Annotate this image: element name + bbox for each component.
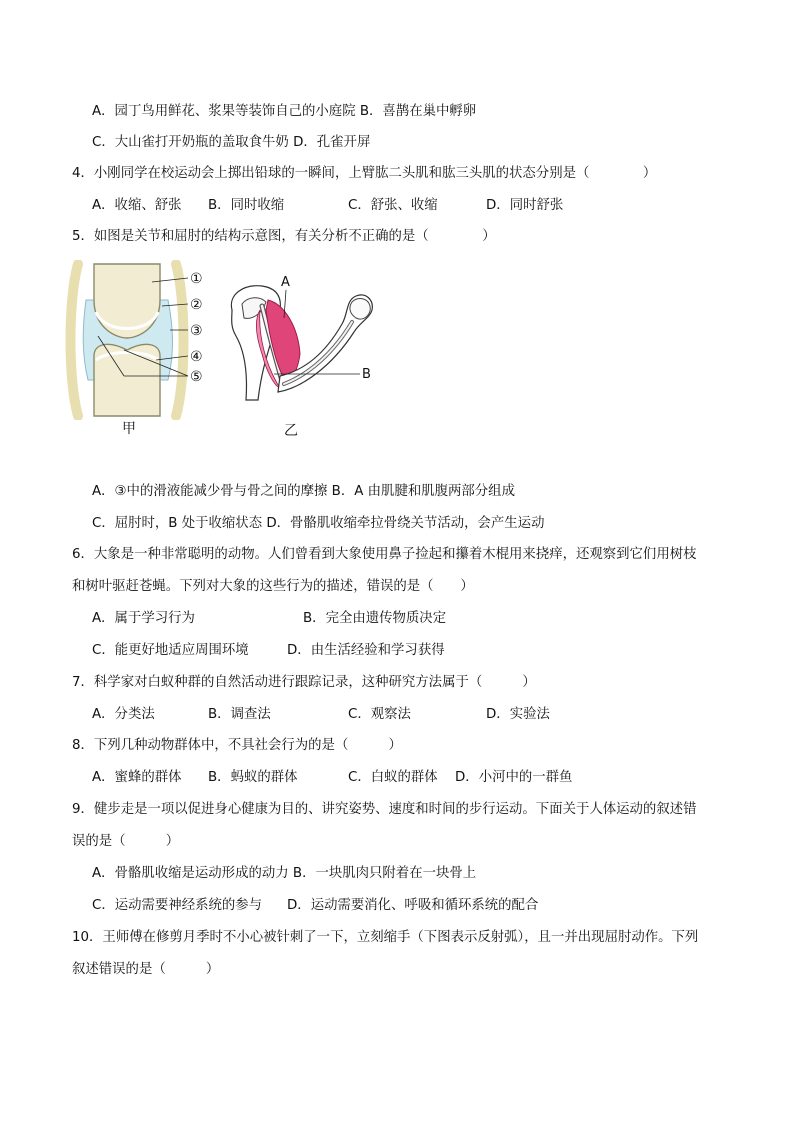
marker-2: ② (190, 297, 203, 313)
bone-shaft-left (71, 264, 79, 416)
figure-jia-label: 甲 (122, 421, 136, 437)
q9-stem-line2: 误的是（ ） (72, 834, 180, 849)
fist (350, 299, 370, 320)
q6-option-d: D．由生活经验和学习获得 (287, 643, 445, 658)
q4-option-a: A．收缩、舒张 (92, 198, 182, 213)
q3-option-ab: A．园丁鸟用鲜花、浆果等装饰自己的小庭院 B．喜鹊在巢中孵卵 (92, 104, 477, 119)
q9-option-ab: A．骨骼肌收缩是运动形成的动力 B．一块肌肉只附着在一块骨上 (92, 866, 477, 881)
biceps-muscle (266, 300, 300, 382)
q4-option-d: D．同时舒张 (486, 198, 564, 213)
q10-stem-line2: 叙述错误的是（ ） (72, 962, 220, 977)
marker-1: ① (190, 271, 203, 287)
q6-option-c: C．能更好地适应周围环境 (92, 643, 249, 658)
q8-option-d: D．小河中的一群鱼 (455, 770, 573, 785)
q4-option-b: B．同时收缩 (208, 198, 285, 213)
q6-option-b: B．完全由遗传物质决定 (303, 611, 447, 626)
q7-option-d: D．实验法 (486, 707, 550, 722)
label-a: A (281, 275, 290, 290)
q7-stem: 7．科学家对白蚁种群的自然活动进行跟踪记录，这种研究方法属于（ ） (72, 675, 536, 690)
q8-option-a: A．蜜蜂的群体 (92, 770, 182, 785)
upper-bone-head (94, 264, 160, 338)
joint-diagram (64, 260, 214, 420)
marker-5: ⑤ (190, 369, 203, 385)
q6-stem-line1: 6．大象是一种非常聪明的动物。人们曾看到大象使用鼻子捡起和攥着木棍用来挠痒，还观察到它们用树枝 (72, 547, 697, 562)
q4-stem: 4．小刚同学在校运动会上掷出铅球的一瞬间，上臂肱二头肌和肱三头肌的状态分别是（ ） (72, 166, 657, 181)
q9-stem-line1: 9．健步走是一项以促进身心健康为目的、讲究姿势、速度和时间的步行运动。下面关于人体运动的叙述错 (72, 802, 697, 817)
q4-option-c: C．舒张、收缩 (348, 198, 438, 213)
q8-option-c: C．白蚁的群体 (348, 770, 438, 785)
marker-3: ③ (190, 323, 203, 339)
q5-option-ab: A．③中的滑液能减少骨与骨之间的摩擦 B．A 由肌腱和肌腹两部分组成 (92, 484, 515, 499)
q3-option-cd: C．大山雀打开奶瓶的盖取食牛奶 D．孔雀开屏 (92, 135, 371, 150)
q7-option-b: B．调查法 (208, 707, 271, 722)
marker-4: ④ (190, 349, 203, 365)
arm-diagram (222, 270, 382, 415)
q8-option-b: B．蚂蚁的群体 (208, 770, 298, 785)
q6-option-a: A．属于学习行为 (92, 611, 195, 626)
q10-stem-line1: 10．王师傅在修剪月季时不小心被针刺了一下，立刻缩手（下图表示反射弧），且一并出现屈肘动作。下列 (72, 930, 699, 945)
q7-option-a: A．分类法 (92, 707, 155, 722)
q8-stem: 8．下列几种动物群体中，不具社会行为的是（ ） (72, 738, 402, 753)
bone-shaft-right (176, 264, 184, 416)
label-b: B (362, 367, 371, 382)
q9-option-d: D．运动需要消化、呼吸和循环系统的配合 (287, 898, 539, 913)
q5-option-cd: C．屈肘时，B 处于收缩状态 D．骨骼肌收缩牵拉骨绕关节活动，会产生运动 (92, 516, 545, 531)
q7-option-c: C．观察法 (348, 707, 411, 722)
q5-stem: 5．如图是关节和屈肘的结构示意图，有关分析不正确的是（ ） (72, 229, 496, 244)
q6-stem-line2: 和树叶驱赶苍蝇。下列对大象的这些行为的描述，错误的是（ ） (72, 579, 474, 594)
q9-option-c: C．运动需要神经系统的参与 (92, 898, 263, 913)
figure-yi-label: 乙 (284, 423, 298, 439)
